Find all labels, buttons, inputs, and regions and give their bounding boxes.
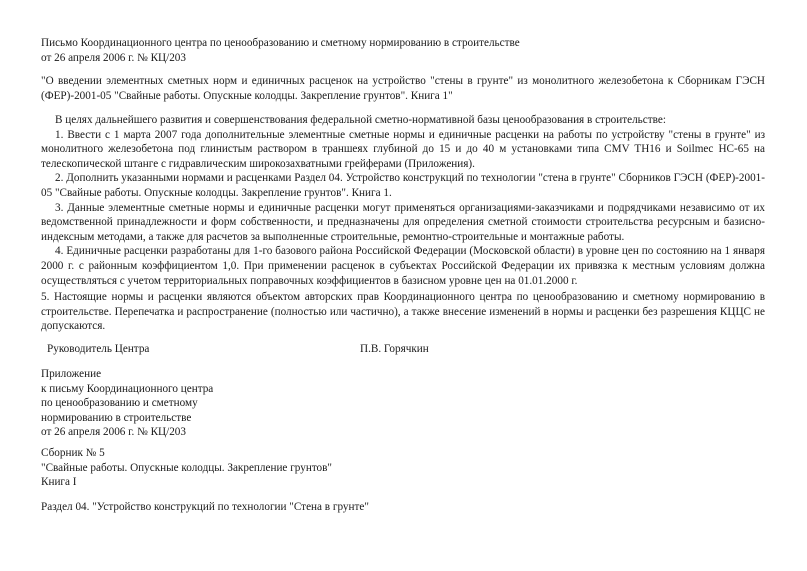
document-title: "О введении элементных сметных норм и единичных расценок на устройство "стены в грунте" из монолитного железобетона к Сборникам ГЭСН (ФЕР)-2001-05 "Свайные работы. Опускные колодцы. Закрепление грунтов". Книга 1" — [41, 75, 765, 102]
letter-header — [41, 36, 765, 65]
body-intro: В целях дальнейшего развития и совершенствования федеральной сметно-нормативной базы ценообразования в строительстве: — [55, 114, 666, 126]
body-item-5: 5. Настоящие нормы и расценки являются объектом авторских прав Координационного центра по ценообразованию и сметному нормированию в строительстве. Перепечатка и распространение (полностью или частично), а также внесение изменений в нормы и расценки без разрешения КЦЦС не допускаются. — [41, 291, 765, 333]
collection-heading — [41, 446, 765, 490]
signature-name: П.В. Горячкин — [360, 343, 429, 355]
letter-header-line1: Письмо Координационного центра по ценообразованию и сметному нормированию в строительстве — [41, 37, 520, 49]
letter-header-line2: от 26 апреля 2006 г. № КЦ/203 — [41, 51, 186, 64]
collection-line: Сборник № 5 — [41, 447, 105, 459]
appendix-line: к письму Координационного центра — [41, 382, 214, 395]
appendix-line: от 26 апреля 2006 г. № КЦ/203 — [41, 426, 186, 439]
appendix-line: Приложение — [41, 368, 102, 380]
appendix-line: по ценообразованию и сметному — [41, 397, 198, 410]
body-item-3: 3. Данные элементные сметные нормы и единичные расценки могут применяться организациями-заказчиками и подрядчиками независимо от их ведомственной принадлежности и форм собственности, и предназначены для определения сметной стоимости строительства ресурсным и базисно-индексным методами, а также для расчетов за выполненные строительные, ремонтно-строительные и монтажные работы. — [41, 201, 765, 243]
document-body — [41, 113, 765, 288]
collection-line: "Свайные работы. Опускные колодцы. Закрепление грунтов" — [41, 461, 332, 474]
appendix-line: нормированию в строительстве — [41, 411, 192, 424]
collection-line: Книга I — [41, 476, 77, 489]
body-item-1: 1. Ввести с 1 марта 2007 года дополнительные элементные сметные нормы и единичные расценки на работы по устройству "стены в грунте" из монолитного железобетона под глинистым раствором в траншеях глубиной до 15 и до 40 м установками типа CMV TH16 и Soilmec HC-65 на телескопической штанге с гидравлическим широкозахватными грейферами (Приложения). — [41, 128, 765, 170]
signature-role: Руководитель Центра — [47, 343, 150, 355]
body-item-4: 4. Единичные расценки разработаны для 1-го базового района Российской Федерации (Московской области) в уровне цен по состоянию на 1 января 2000 г. с районным коэффициентом 1,0. При применении расценок в субъектах Российской Федерации их привязка к местным условиям должна осуществляться с учетом территориальных поправочных коэффициентов в базисном уровне цен на 01.01.2000 г. — [41, 245, 765, 287]
appendix-heading — [41, 367, 765, 440]
body-item-2: 2. Дополнить указанными нормами и расценками Раздел 04. Устройство конструкций по технологии "стена в грунте" Сборников ГЭСН (ФЕР)-2001-05 "Свайные работы. Опускные колодцы. Закрепление грунтов". Книга 1. — [41, 172, 765, 199]
section-heading: Раздел 04. "Устройство конструкций по технологии "Стена в грунте" — [41, 501, 369, 513]
